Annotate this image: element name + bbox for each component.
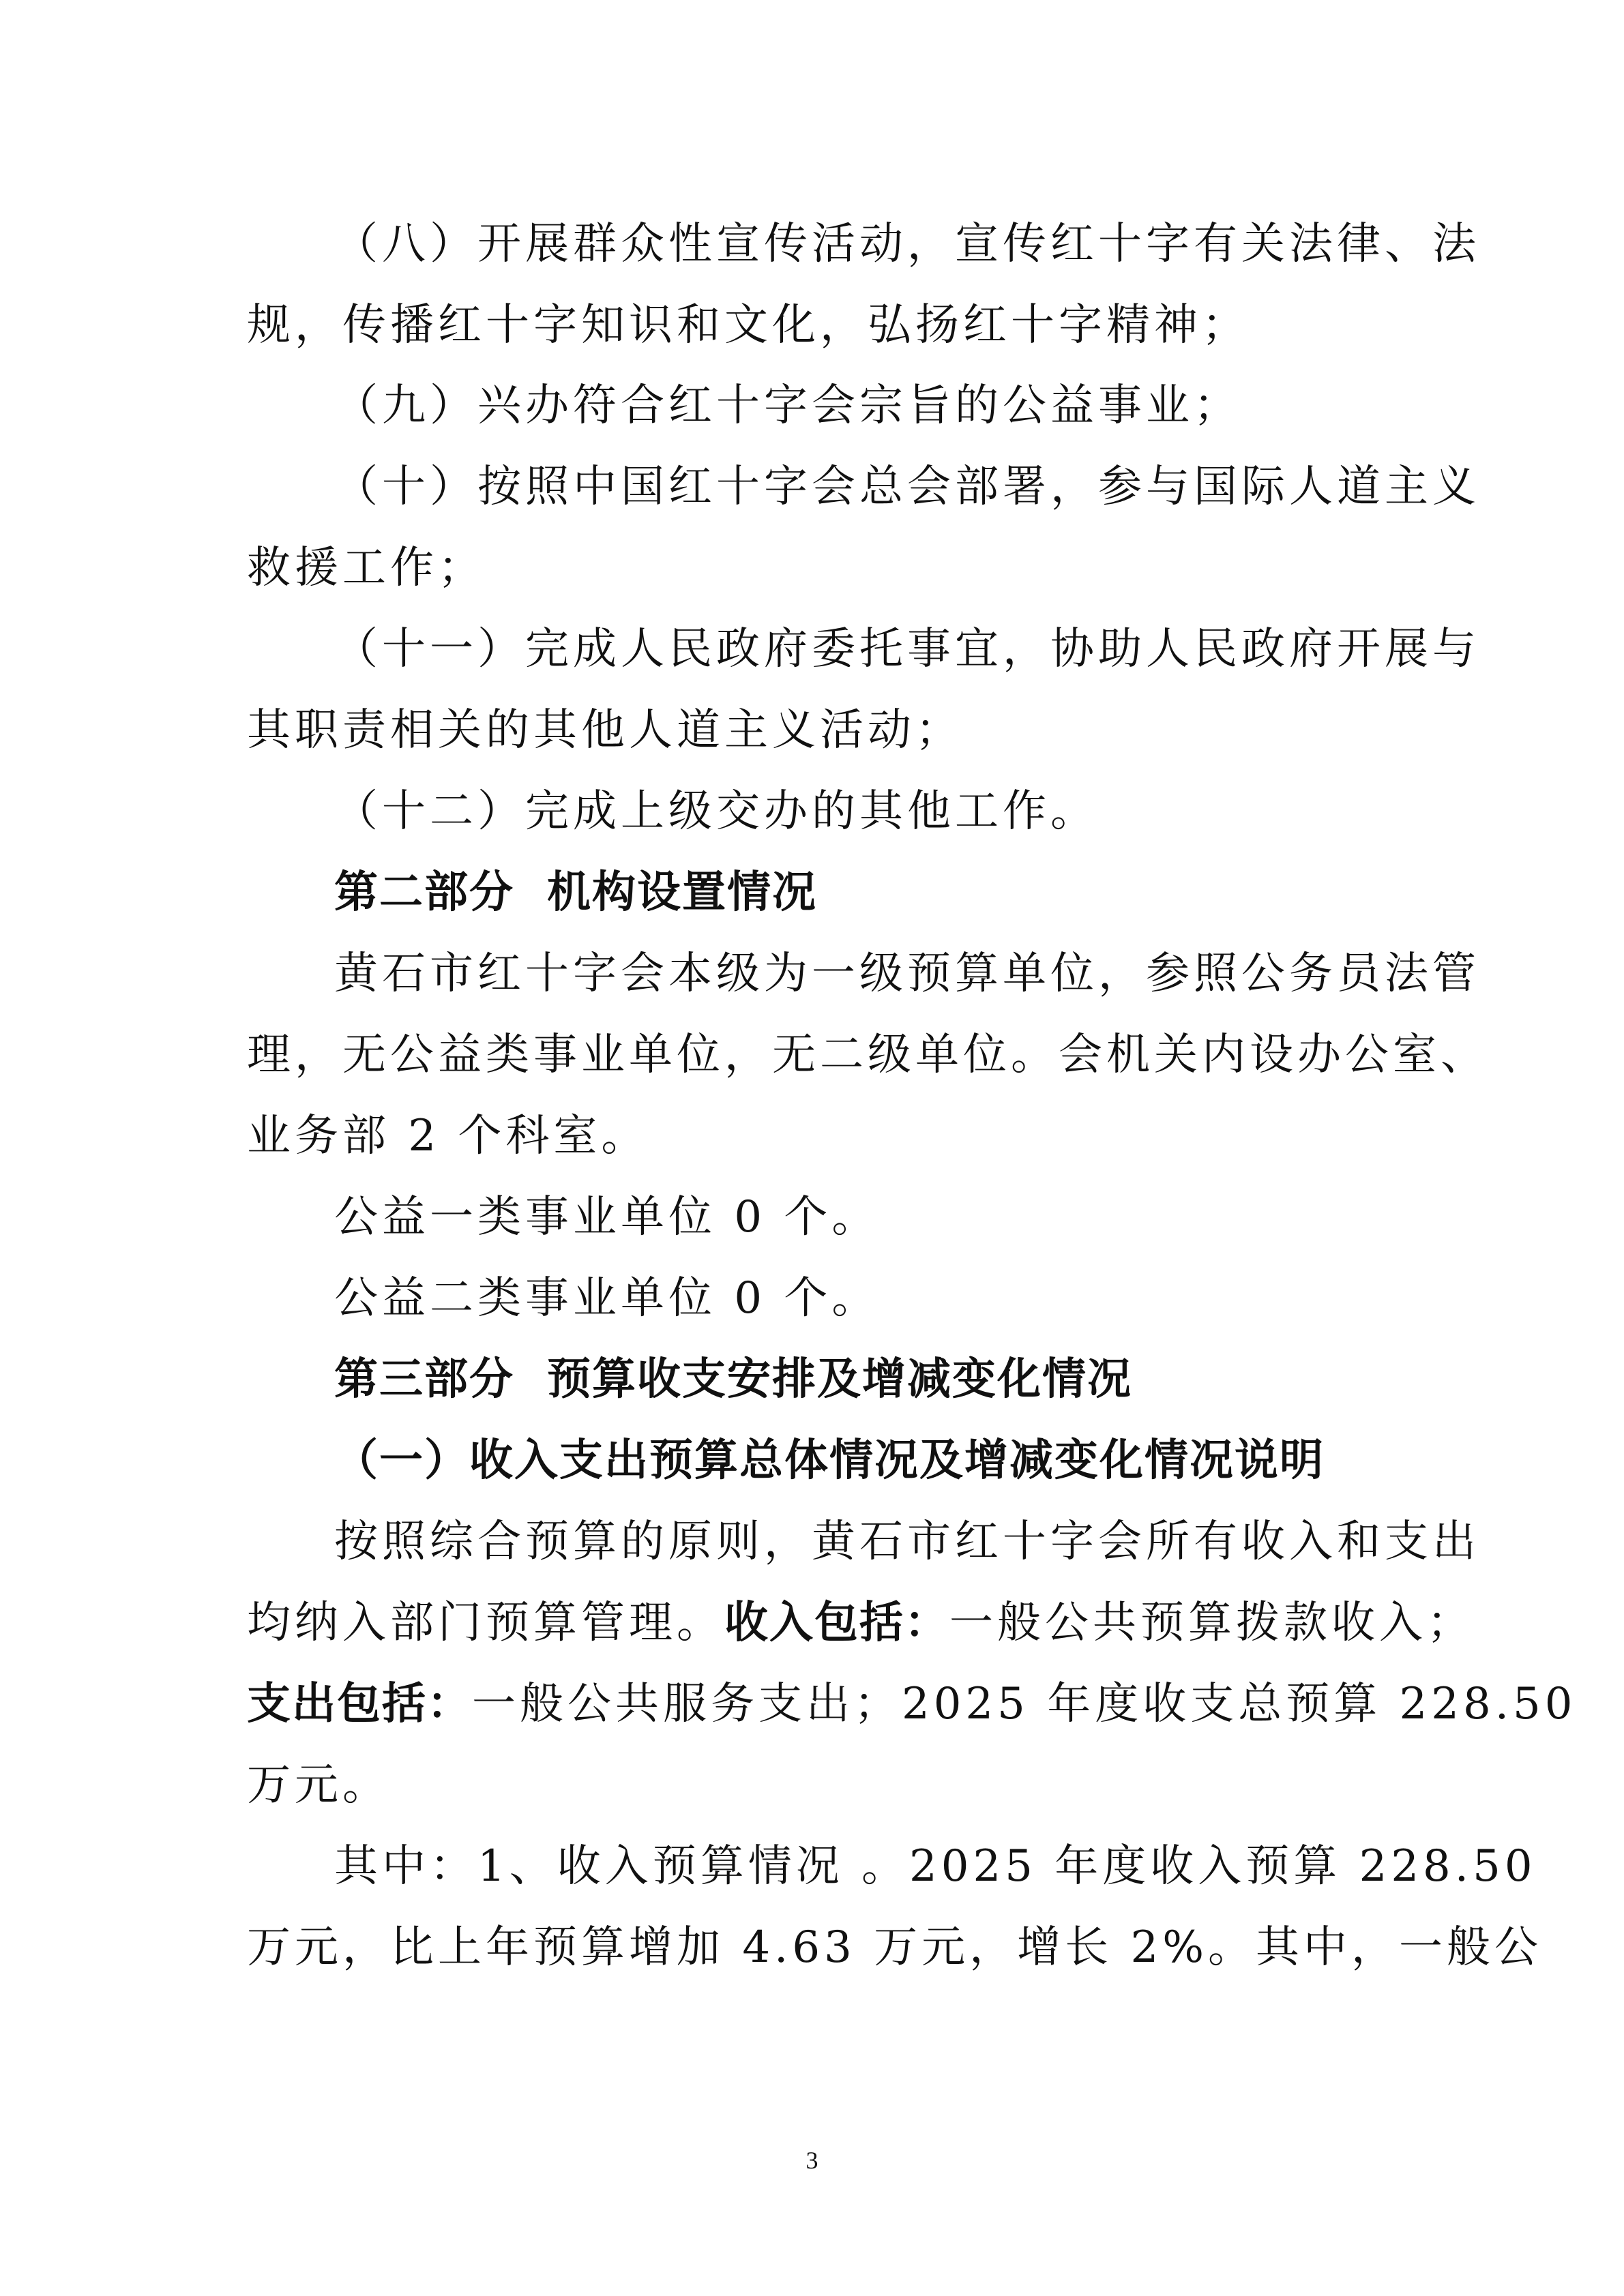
part3-expense-label: 支出包括： <box>247 1679 472 1729</box>
part3-heading-title: 预算收支安排及增减变化情况 <box>547 1354 1132 1405</box>
part3-para2-line1: 其中：1、收入预算情况 。2025 年度收入预算 228.50 <box>334 1841 1537 1892</box>
part3-para1-line1: 按照综合预算的原则，黄石市红十字会所有收入和支出 <box>334 1517 1480 1567</box>
part3-para1-line2-prefix: 均纳入部门预算管理。 <box>247 1598 724 1648</box>
part2-para3: 公益二类事业单位 0 个。 <box>334 1273 880 1324</box>
item11-line2: 其职责相关的其他人道主义活动； <box>247 705 963 756</box>
part2-heading-title: 机构设置情况 <box>547 867 817 918</box>
item9-line1: （九）兴办符合红十字会宗旨的公益事业； <box>334 381 1241 431</box>
part2-heading <box>334 865 1379 920</box>
item12-line1: （十二）完成上级交办的其他工作。 <box>334 786 1098 837</box>
item10-line2: 救援工作； <box>247 543 486 593</box>
part3-heading-number: 第三部分 <box>334 1354 514 1405</box>
part3-para1-line3 <box>247 1677 1577 1731</box>
part3-income-label: 收入包括： <box>724 1598 949 1648</box>
part2-para1-line3: 业务部 2 个科室。 <box>247 1111 649 1161</box>
part2-para1-line1: 黄石市红十字会本级为一级预算单位，参照公务员法管 <box>334 949 1480 999</box>
part3-subheading: （一）收入支出预算总体情况及增减变化情况说明 <box>334 1435 1325 1486</box>
item8-line1: （八）开展群众性宣传活动，宣传红十字有关法律、法 <box>334 219 1480 269</box>
item8-line2: 规，传播红十字知识和文化，弘扬红十字精神； <box>247 300 1250 351</box>
part3-para1-line2-suffix: 一般公共预算拨款收入； <box>949 1598 1475 1648</box>
part3-para1-line2 <box>247 1596 1475 1650</box>
part3-para1-line3-suffix: 一般公共服务支出；2025 年度收支总预算 228.50 <box>472 1679 1577 1729</box>
part3-para2-line2: 万元，比上年预算增加 4.63 万元，增长 2%。其中，一般公 <box>247 1922 1543 1973</box>
part3-para1-line4: 万元。 <box>247 1760 390 1810</box>
part2-para2: 公益一类事业单位 0 个。 <box>334 1192 880 1242</box>
item11-line1: （十一）完成人民政府委托事宜，协助人民政府开展与 <box>334 624 1480 674</box>
part3-heading <box>334 1352 1379 1407</box>
part2-para1-line2: 理，无公益类事业单位，无二级单位。会机关内设办公室、 <box>247 1030 1488 1080</box>
page-number: 3 <box>806 2147 818 2174</box>
part2-heading-number: 第二部分 <box>334 867 514 918</box>
item10-line1: （十）按照中国红十字会总会部署，参与国际人道主义 <box>334 462 1480 512</box>
